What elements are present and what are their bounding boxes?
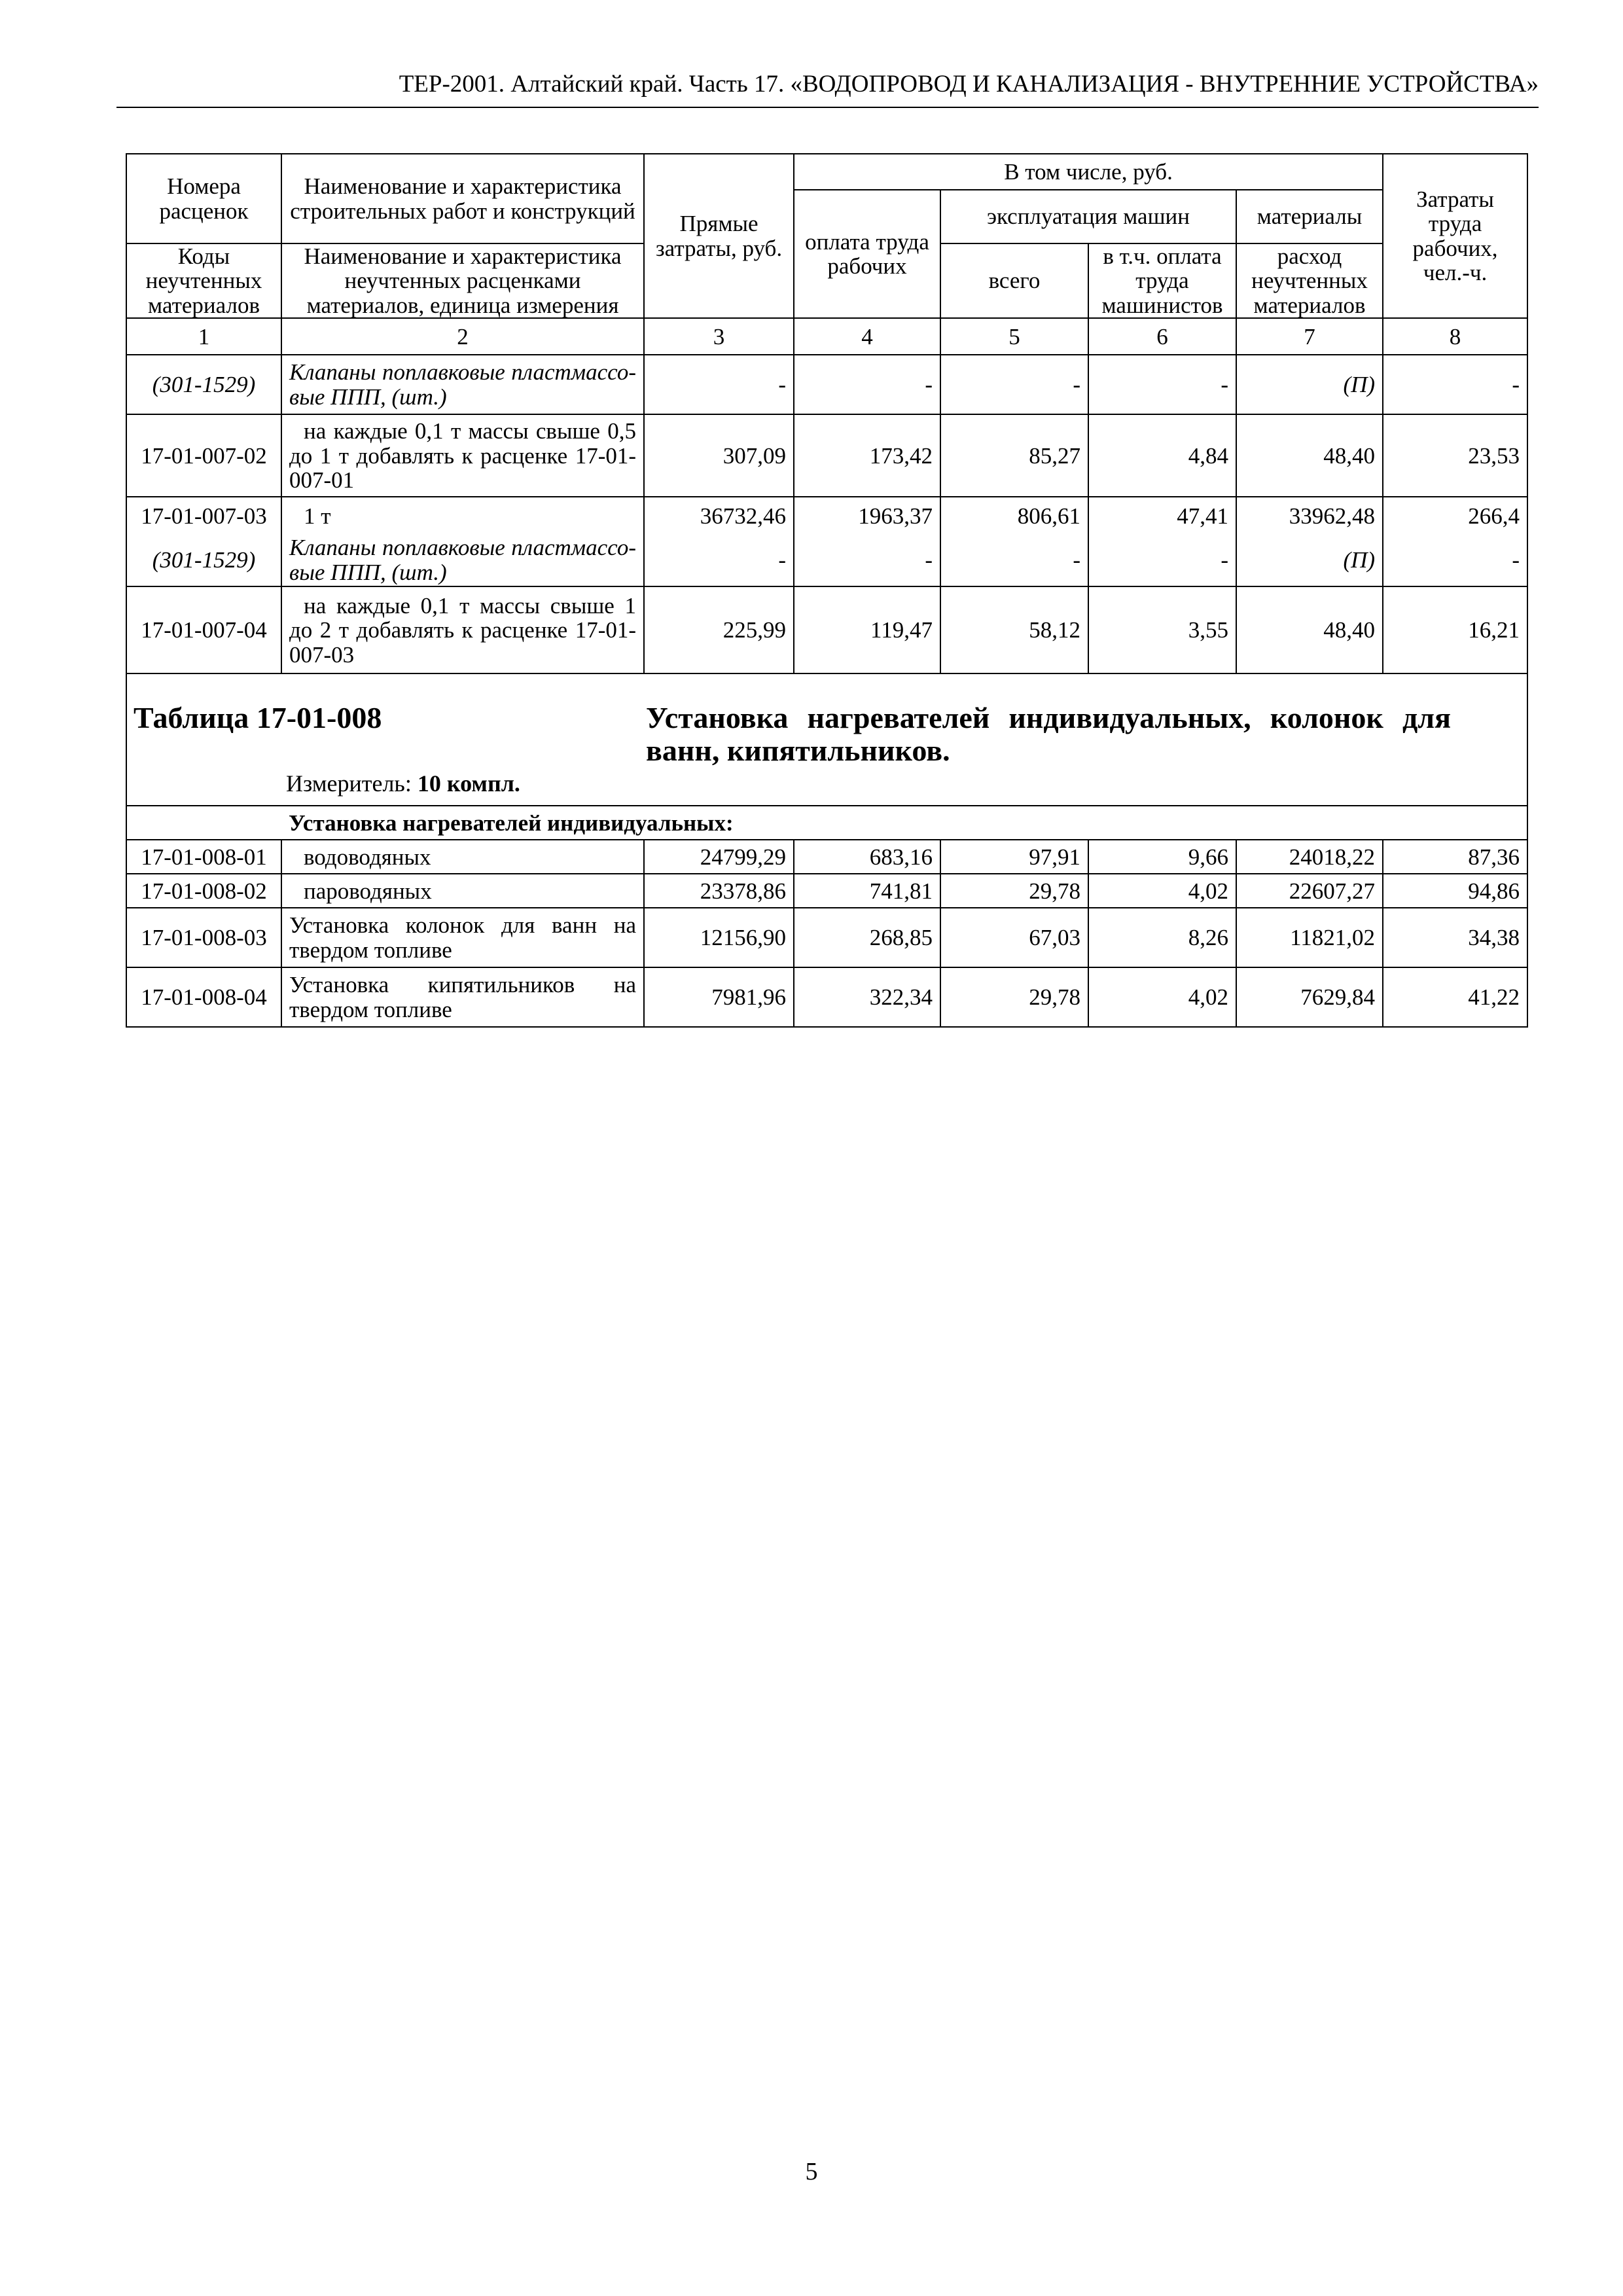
material-code: (301-1529) bbox=[126, 534, 281, 586]
running-header: ТЕР-2001. Алтайский край. Часть 17. «ВОДОПРОВОД И КАНАЛИЗАЦИЯ - ВНУТРЕННИЕ УСТРОЙСТВА» bbox=[116, 71, 1539, 108]
material-consumption: (П) bbox=[1236, 534, 1383, 586]
header-labor-pay: оплата труда рабочих bbox=[794, 190, 940, 318]
table-row bbox=[126, 586, 1527, 673]
direct-costs: 36732,46 bbox=[644, 497, 794, 534]
direct-costs: 7981,96 bbox=[644, 967, 794, 1027]
labor-hours: 41,22 bbox=[1383, 967, 1527, 1027]
machinist-pay: 4,02 bbox=[1088, 967, 1236, 1027]
section-heading-row bbox=[126, 673, 1527, 806]
work-description: Установка кипятильников на твердом топливе bbox=[281, 967, 644, 1027]
header-machines-total: всего bbox=[940, 243, 1088, 318]
column-number: 4 bbox=[794, 318, 940, 355]
header-direct-costs: Прямые затраты, руб. bbox=[644, 154, 794, 318]
work-description: 1 т bbox=[281, 497, 644, 534]
labor-hours: 23,53 bbox=[1383, 414, 1527, 497]
column-number: 1 bbox=[126, 318, 281, 355]
labor-pay: 683,16 bbox=[794, 840, 940, 874]
labor-hours: 87,36 bbox=[1383, 840, 1527, 874]
direct-costs: - bbox=[644, 355, 794, 414]
work-description: на каждые 0,1 т массы свыше 0,5 до 1 т добавлять к расценке 17-01-007-01 bbox=[281, 414, 644, 497]
header-labor-hours: Затраты труда рабочих, чел.-ч. bbox=[1383, 154, 1527, 318]
material-consumption: 7629,84 bbox=[1236, 967, 1383, 1027]
column-number: 2 bbox=[281, 318, 644, 355]
table-row bbox=[126, 874, 1527, 908]
table-row bbox=[126, 908, 1527, 967]
labor-pay: 1963,37 bbox=[794, 497, 940, 534]
labor-hours: - bbox=[1383, 534, 1527, 586]
machines-total: 85,27 bbox=[940, 414, 1088, 497]
machinist-pay: - bbox=[1088, 355, 1236, 414]
labor-hours: 16,21 bbox=[1383, 586, 1527, 673]
table-title: Установка нагревателей индивидуальных, колонок для ванн, кипятильников. bbox=[646, 701, 1451, 767]
machinist-pay: 4,02 bbox=[1088, 874, 1236, 908]
machines-total: 806,61 bbox=[940, 497, 1088, 534]
page-number: 5 bbox=[805, 2158, 818, 2185]
labor-pay: 741,81 bbox=[794, 874, 940, 908]
machinist-pay: - bbox=[1088, 534, 1236, 586]
header-material-names: Наименование и характеристика неучтенных расценками материалов, единица измерения bbox=[281, 243, 644, 318]
column-number: 6 bbox=[1088, 318, 1236, 355]
labor-pay: 173,42 bbox=[794, 414, 940, 497]
material-consumption: 48,40 bbox=[1236, 586, 1383, 673]
machines-total: 67,03 bbox=[940, 908, 1088, 967]
labor-pay: - bbox=[794, 355, 940, 414]
table-row bbox=[126, 840, 1527, 874]
measurement-unit-value: 10 компл. bbox=[417, 770, 520, 797]
material-consumption: 33962,48 bbox=[1236, 497, 1383, 534]
header-material-consumption: расход неучтенных материалов bbox=[1236, 243, 1383, 318]
column-number: 7 bbox=[1236, 318, 1383, 355]
material-code: (301-1529) bbox=[126, 355, 281, 414]
labor-hours: 94,86 bbox=[1383, 874, 1527, 908]
machinist-pay: 3,55 bbox=[1088, 586, 1236, 673]
machinist-pay: 8,26 bbox=[1088, 908, 1236, 967]
direct-costs: 12156,90 bbox=[644, 908, 794, 967]
direct-costs: 225,99 bbox=[644, 586, 794, 673]
column-number: 8 bbox=[1383, 318, 1527, 355]
table-row bbox=[126, 355, 1527, 414]
column-numbers-row bbox=[126, 318, 1527, 355]
work-description: Установка колонок для ванн на твердом топливе bbox=[281, 908, 644, 967]
rate-number: 17-01-008-02 bbox=[126, 874, 281, 908]
labor-pay: - bbox=[794, 534, 940, 586]
header-material-codes: Коды неучтенных материалов bbox=[126, 243, 281, 318]
material-name: Клапаны поплавковые пластмассо-вые ППП, (шт.) bbox=[281, 534, 644, 586]
header-rate-numbers: Номера расценок bbox=[126, 154, 281, 243]
subsection-row bbox=[126, 806, 1527, 840]
labor-pay: 322,34 bbox=[794, 967, 940, 1027]
machines-total: 29,78 bbox=[940, 967, 1088, 1027]
work-description: пароводяных bbox=[281, 874, 644, 908]
rate-number: 17-01-007-02 bbox=[126, 414, 281, 497]
header-work-name: Наименование и характеристика строительных работ и конструкций bbox=[281, 154, 644, 243]
direct-costs: 23378,86 bbox=[644, 874, 794, 908]
material-consumption: 22607,27 bbox=[1236, 874, 1383, 908]
column-number: 5 bbox=[940, 318, 1088, 355]
table-number: Таблица 17-01-008 bbox=[134, 701, 382, 735]
table-row bbox=[126, 497, 1527, 534]
price-table bbox=[126, 153, 1528, 1028]
header-machine-operation: эксплуатация машин bbox=[940, 190, 1236, 243]
table-row bbox=[126, 967, 1527, 1027]
rate-number: 17-01-008-01 bbox=[126, 840, 281, 874]
labor-hours: 266,4 bbox=[1383, 497, 1527, 534]
machines-total: - bbox=[940, 534, 1088, 586]
material-consumption: 24018,22 bbox=[1236, 840, 1383, 874]
subsection-title: Установка нагревателей индивидуальных: bbox=[281, 806, 1527, 840]
work-description: водоводяных bbox=[281, 840, 644, 874]
rate-number: 17-01-007-04 bbox=[126, 586, 281, 673]
labor-hours: - bbox=[1383, 355, 1527, 414]
direct-costs: 24799,29 bbox=[644, 840, 794, 874]
measurement-unit bbox=[286, 771, 520, 797]
machinist-pay: 47,41 bbox=[1088, 497, 1236, 534]
labor-hours: 34,38 bbox=[1383, 908, 1527, 967]
rate-number: 17-01-007-03 bbox=[126, 497, 281, 534]
table-row bbox=[126, 534, 1527, 586]
labor-pay: 119,47 bbox=[794, 586, 940, 673]
material-name: Клапаны поплавковые пластмассо-вые ППП, (шт.) bbox=[281, 355, 644, 414]
machines-total: 58,12 bbox=[940, 586, 1088, 673]
rate-number: 17-01-008-03 bbox=[126, 908, 281, 967]
direct-costs: - bbox=[644, 534, 794, 586]
machinist-pay: 9,66 bbox=[1088, 840, 1236, 874]
machines-total: 29,78 bbox=[940, 874, 1088, 908]
machines-total: 97,91 bbox=[940, 840, 1088, 874]
measurement-unit-label: Измеритель: bbox=[286, 770, 412, 797]
header-machinist-pay: в т.ч. оплата труда машинистов bbox=[1088, 243, 1236, 318]
work-description: на каждые 0,1 т массы свыше 1 до 2 т добавлять к расценке 17-01-007-03 bbox=[281, 586, 644, 673]
table-row bbox=[126, 414, 1527, 497]
labor-pay: 268,85 bbox=[794, 908, 940, 967]
direct-costs: 307,09 bbox=[644, 414, 794, 497]
material-consumption: 11821,02 bbox=[1236, 908, 1383, 967]
material-consumption: 48,40 bbox=[1236, 414, 1383, 497]
machinist-pay: 4,84 bbox=[1088, 414, 1236, 497]
header-including: В том числе, руб. bbox=[794, 154, 1383, 190]
machines-total: - bbox=[940, 355, 1088, 414]
header-materials: материалы bbox=[1236, 190, 1383, 243]
material-consumption: (П) bbox=[1236, 355, 1383, 414]
rate-number: 17-01-008-04 bbox=[126, 967, 281, 1027]
column-number: 3 bbox=[644, 318, 794, 355]
